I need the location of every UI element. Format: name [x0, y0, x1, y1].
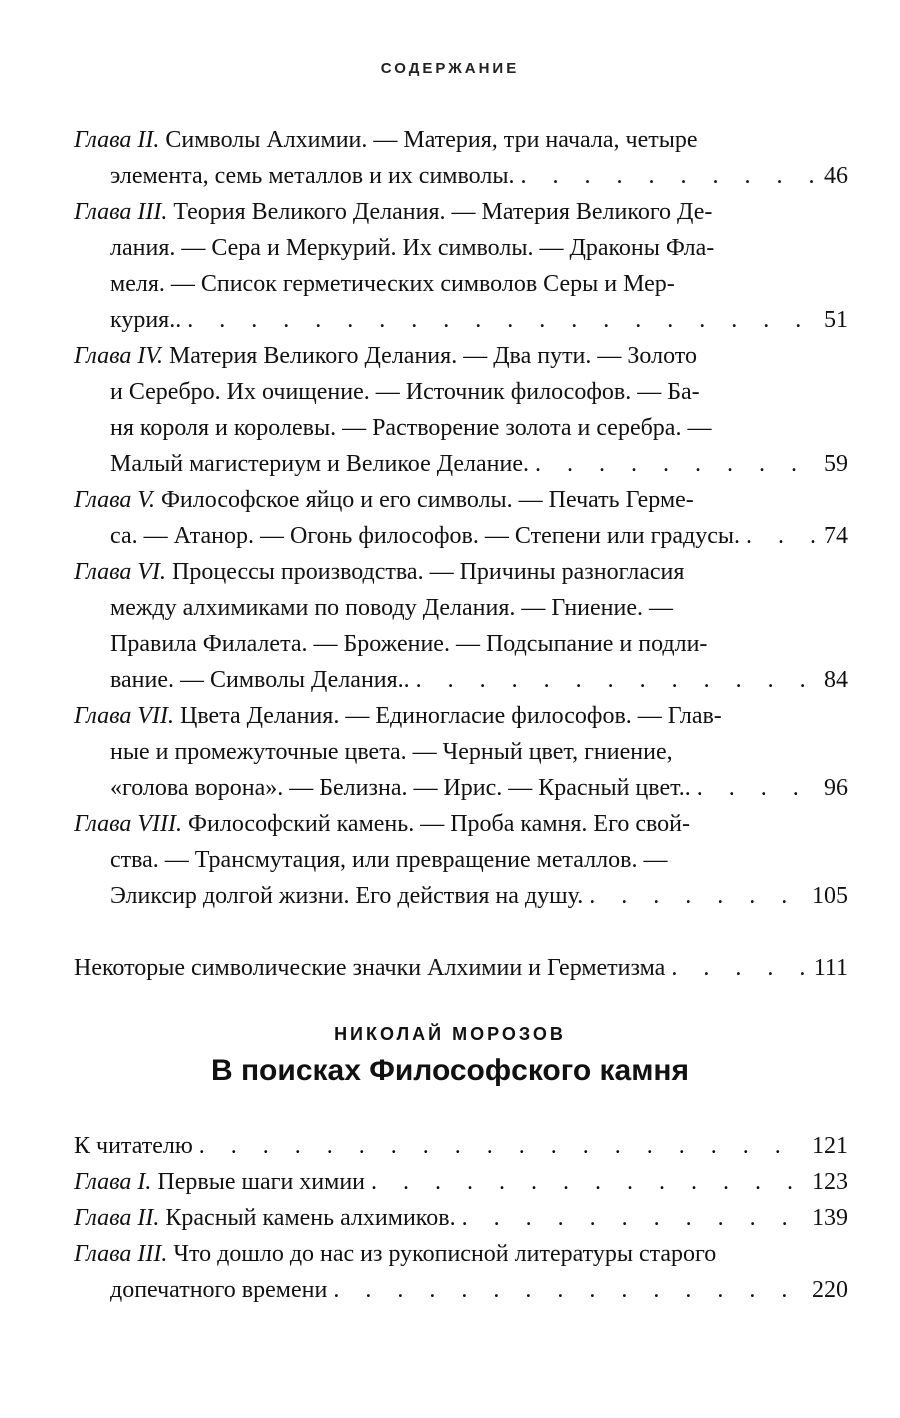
chapter-label: Глава I. [74, 1169, 152, 1195]
book-title: В поисках Философского камня [210, 1054, 690, 1087]
toc-entry-symbols[interactable] [74, 950, 848, 986]
toc-entry-last-line: Глава II. Красный камень алхимиков. . . . 139 [74, 1200, 848, 1236]
page-number: 59 [824, 451, 848, 477]
page-number: 123 [812, 1169, 848, 1195]
toc-entry-line: между алхимиками по поводу Делания. — Гниение. — [110, 595, 674, 621]
leader-dots [416, 662, 818, 698]
toc-entry-line: ства. — Трансмутация, или превращение металлов. — [110, 847, 668, 873]
chapter-label: Глава V. [74, 487, 155, 513]
toc-entry[interactable] [74, 1164, 848, 1200]
leader-dots [462, 1200, 806, 1236]
toc-entry-line: меля. — Список герметических символов Серы и Мер- [110, 271, 675, 297]
toc-entry-last-line: са. — Атанор. — Огонь философов. — Степени или градусы. . . . 74 [74, 518, 848, 554]
chapter-label: Глава III. [74, 199, 168, 225]
page-number: 96 [824, 775, 848, 801]
toc-entry-line: Глава III. Теория Великого Делания. — Материя Великого Де- [74, 199, 713, 225]
toc-section-hermetic [74, 122, 848, 986]
toc-entry-line: ня короля и королевы. — Растворение золота и серебра. — [110, 415, 712, 441]
leader-dots [333, 1272, 806, 1308]
page-number: 74 [824, 523, 848, 549]
toc-entry-line: Глава VI. Процессы производства. — Причины разногласия [74, 559, 685, 585]
toc-entry[interactable] [74, 554, 848, 698]
toc-entry-line: Глава II. Символы Алхимии. — Материя, три начала, четыре [74, 127, 698, 153]
toc-entry[interactable] [74, 1128, 848, 1164]
toc-entry[interactable] [74, 482, 848, 554]
author-name: НИКОЛАЙ МОРОЗОВ [334, 1024, 566, 1044]
toc-section-morozov [74, 1128, 848, 1308]
toc-entry[interactable] [74, 122, 848, 194]
chapter-label: Глава IV. [74, 343, 163, 369]
toc-entry-line: и Серебро. Их очищение. — Источник философов. — Ба- [110, 379, 700, 405]
toc-entry-line: Глава V. Философское яйцо и его символы. — Печать Герме- [74, 487, 694, 513]
leader-dots [697, 770, 818, 806]
toc-entry-last-line: курия.. . . . 51 [74, 302, 848, 338]
toc-entry-line: Глава III. Что дошло до нас из рукописной литературы старого [74, 1241, 717, 1267]
leader-dots [535, 446, 818, 482]
chapter-label: Глава VI. [74, 559, 167, 585]
toc-entry[interactable] [74, 194, 848, 338]
toc-entry-line: Глава VII. Цвета Делания. — Единогласие философов. — Глав- [74, 703, 722, 729]
leader-dots [520, 158, 818, 194]
toc-entry-last-line: вание. — Символы Делания.. . . . 84 [74, 662, 848, 698]
chapter-label: Глава II. [74, 127, 160, 153]
page-number: 111 [813, 955, 848, 981]
leader-dots [589, 878, 806, 914]
leader-dots [199, 1128, 806, 1164]
toc-entry-last-line: Малый магистериум и Великое Делание. . . . 59 [74, 446, 848, 482]
page-number: 51 [824, 307, 848, 333]
page-number: 121 [812, 1133, 848, 1159]
toc-entry-last-line: Глава I. Первые шаги химии . . . 123 [74, 1164, 848, 1200]
chapter-label: Глава III. [74, 1241, 168, 1267]
toc-entry-last-line: Некоторые символические значки Алхимии и Герметизма . . . 111 [74, 950, 848, 986]
toc-entry-last-line: допечатного времени . . . 220 [74, 1272, 848, 1308]
page-number: 84 [824, 667, 848, 693]
toc-entry-last-line: Эликсир долгой жизни. Его действия на душу. . . . 105 [74, 878, 848, 914]
toc-entry-last-line: «голова ворона». — Белизна. — Ирис. — Красный цвет.. . . . 96 [74, 770, 848, 806]
toc-entry-line: Правила Филалета. — Брожение. — Подсыпание и подли- [110, 631, 708, 657]
toc-entry-line: Глава VIII. Философский камень. — Проба камня. Его свой- [74, 811, 690, 837]
toc-entry[interactable] [74, 1236, 848, 1308]
page-number: 220 [812, 1277, 848, 1303]
toc-entry-last-line: К читателю . . . 121 [74, 1128, 848, 1164]
leader-dots [187, 302, 818, 338]
leader-dots [746, 518, 818, 554]
toc-entry-line: лания. — Сера и Меркурий. Их символы. — Драконы Фла- [110, 235, 715, 261]
toc-entry[interactable] [74, 698, 848, 806]
page-number: 46 [824, 163, 848, 189]
running-head: СОДЕРЖАНИЕ [380, 60, 520, 77]
toc-entry[interactable] [74, 806, 848, 914]
page-number: 139 [812, 1205, 848, 1231]
chapter-label: Глава II. [74, 1205, 160, 1231]
chapter-label: Глава VII. [74, 703, 175, 729]
toc-entry[interactable] [74, 338, 848, 482]
chapter-label: Глава VIII. [74, 811, 183, 837]
toc-entry-line: Глава IV. Материя Великого Делания. — Два пути. — Золото [74, 343, 697, 369]
toc-entry-last-line: элемента, семь металлов и их символы. . . . 46 [74, 158, 848, 194]
toc-entry[interactable] [74, 1200, 848, 1236]
page-number: 105 [812, 883, 848, 909]
leader-dots [371, 1164, 806, 1200]
toc-entry-line: ные и промежуточные цвета. — Черный цвет, гниение, [110, 739, 673, 765]
leader-dots [671, 950, 807, 986]
